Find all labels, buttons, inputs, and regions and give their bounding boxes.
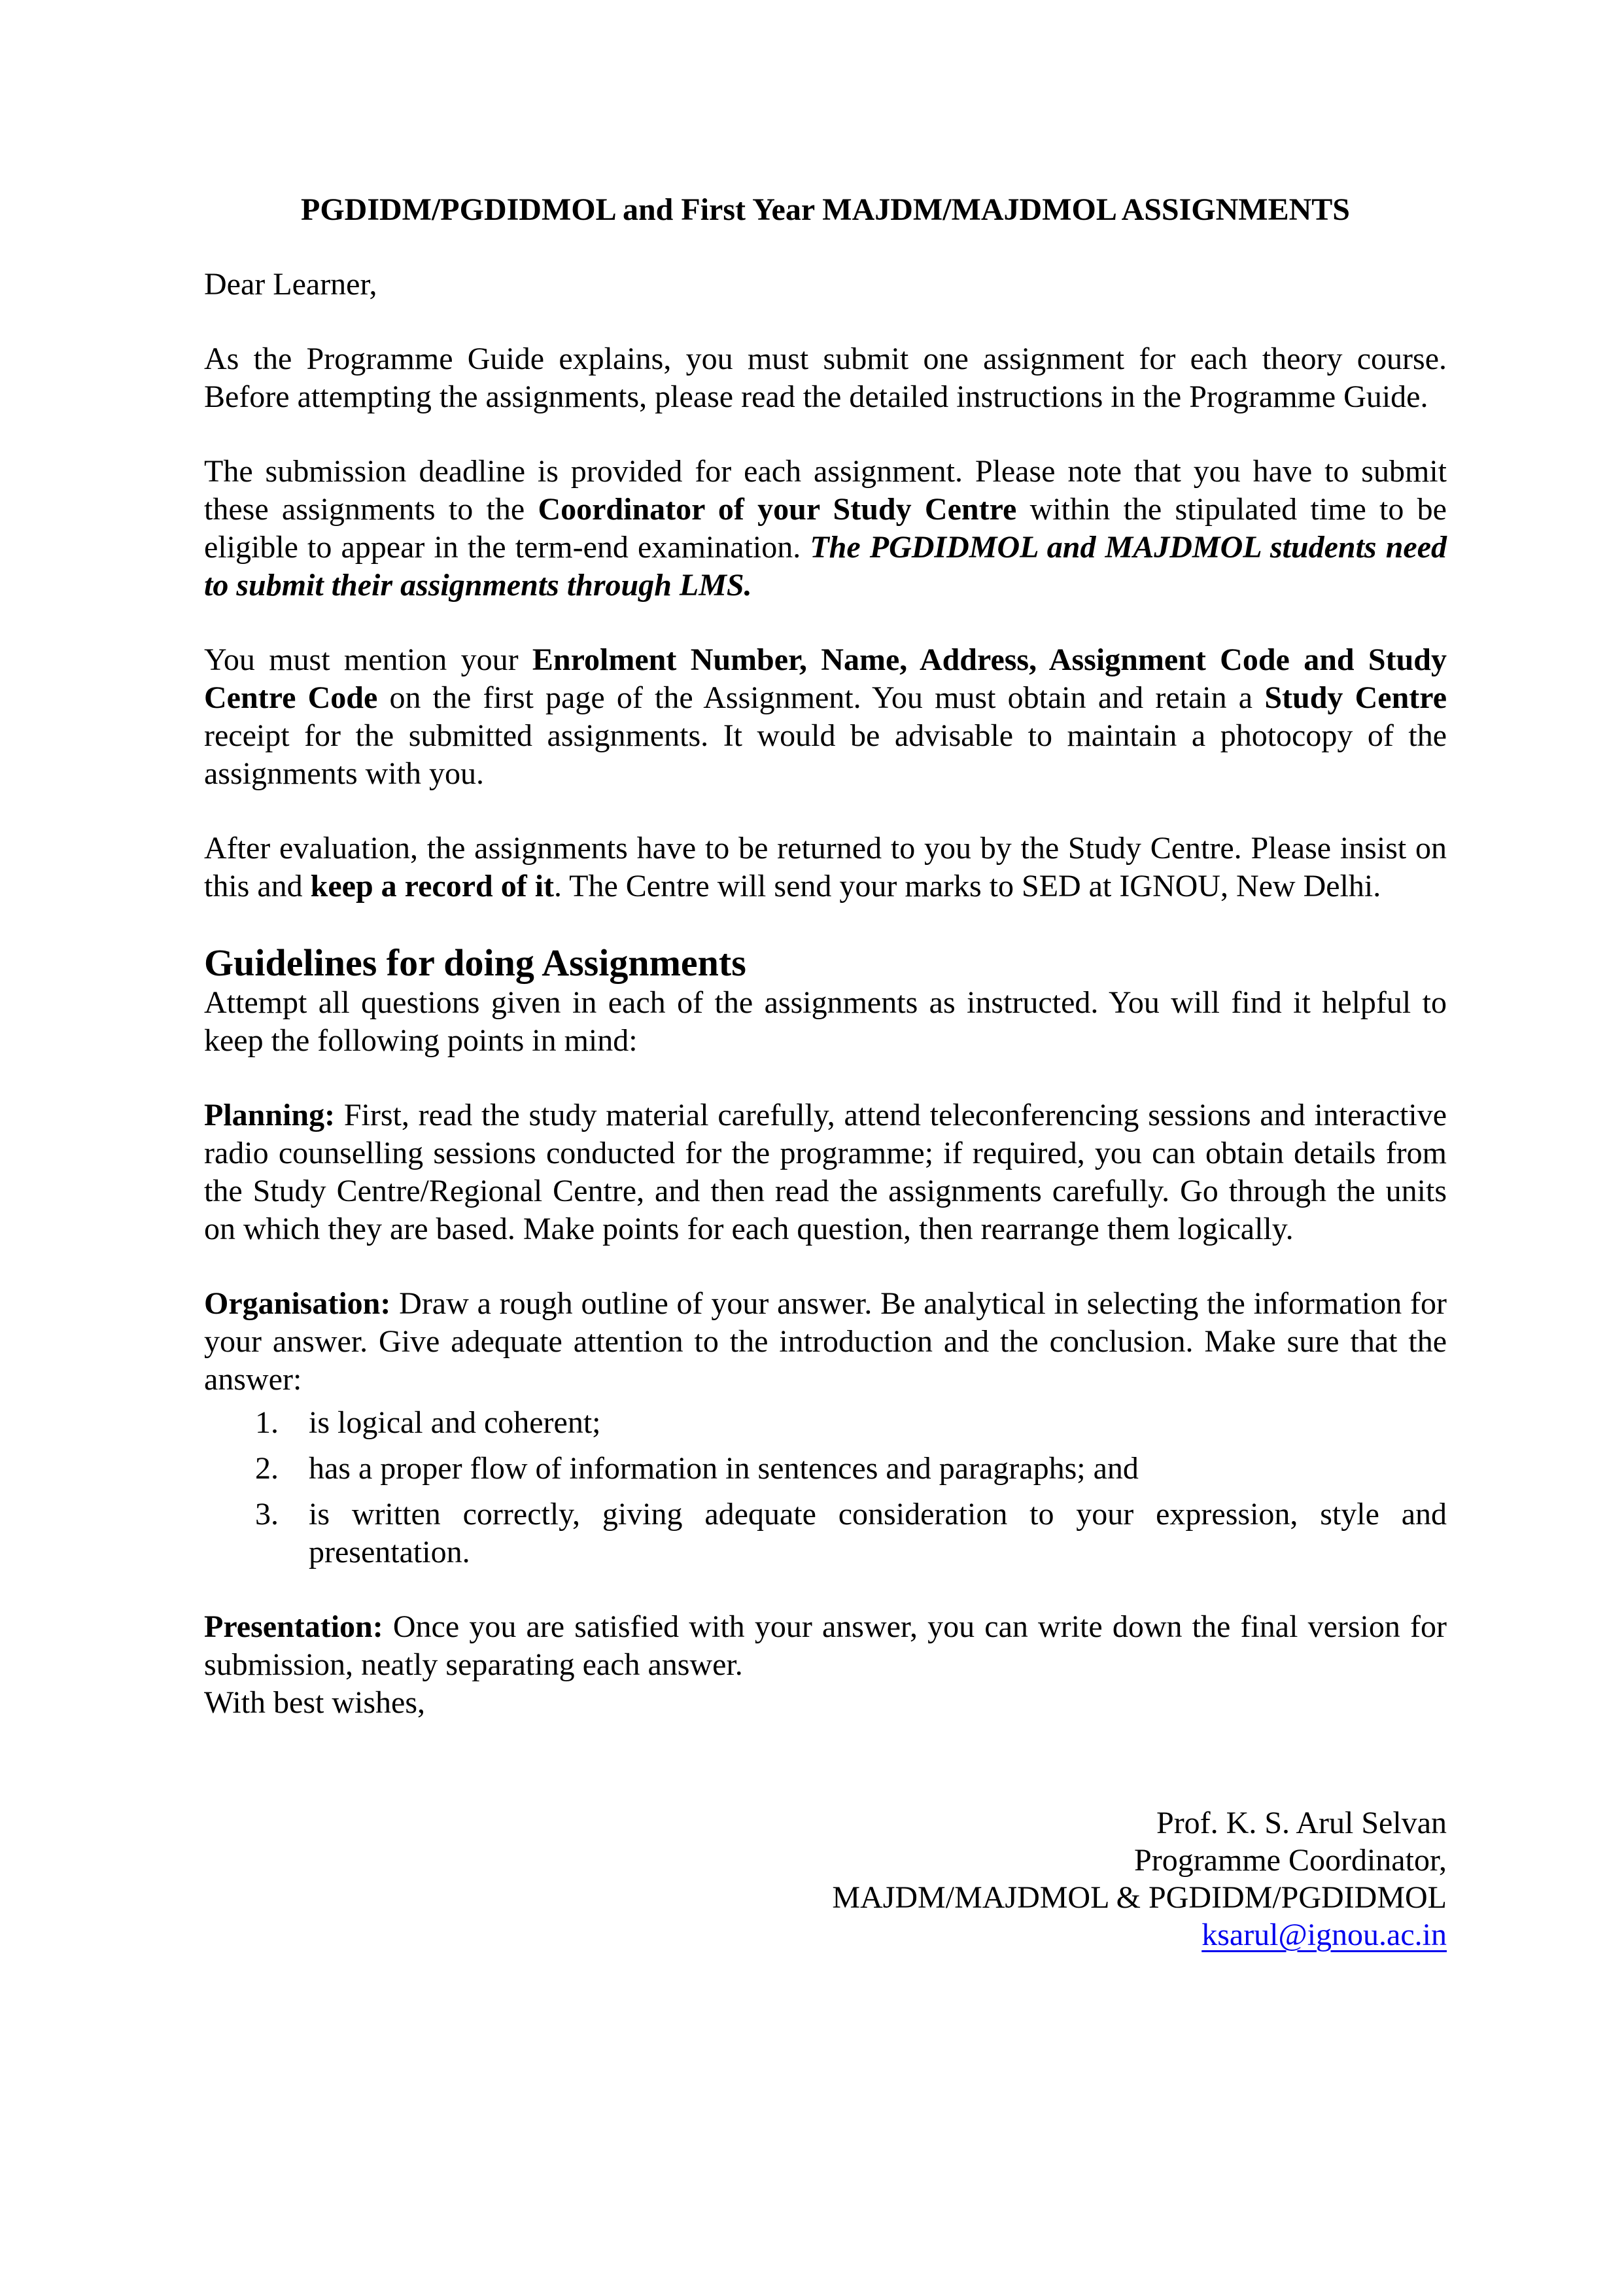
signature-block: [204, 1804, 1447, 1953]
deadline-bold-italic-phrase: The PGDIDMOL and MAJDMOL students need to submit their assignments through LMS.: [204, 530, 1447, 603]
signatory-programmes: MAJDM/MAJDMOL & PGDIDM/PGDIDMOL: [832, 1880, 1447, 1915]
letter-body: [204, 191, 1447, 1953]
enrolment-text-2: on the first page of the Assignment. You must obtain and retain a: [377, 680, 1265, 715]
evaluation-paragraph: [204, 830, 1447, 905]
evaluation-bold-phrase: keep a record of it: [310, 869, 555, 903]
guidelines-intro: [204, 984, 1447, 1060]
organisation-label: Organisation:: [204, 1286, 391, 1321]
enrolment-paragraph: [204, 641, 1447, 793]
enrolment-text-3: receipt for the submitted assignments. It would be advisable to maintain a photocopy of the assignments with you.: [204, 718, 1447, 791]
planning-label: Planning:: [204, 1098, 336, 1132]
evaluation-text-1: After evaluation, the assignments have to be returned to you by the Study Centre. Please insist on this and: [204, 831, 1447, 903]
list-item: has a proper flow of information in sentences and paragraphs; and: [309, 1451, 1139, 1486]
planning-paragraph: [204, 1096, 1447, 1248]
deadline-text-1: The submission deadline is provided for each assignment. Please note that you have to submit these assignments to the: [204, 454, 1447, 527]
deadline-text-2: within the stipulated time to be eligible to appear in the term-end examination.: [204, 492, 1447, 565]
presentation-text: Once you are satisfied with your answer, you can write down the final version for submission, neatly separating each answer.: [204, 1609, 1447, 1682]
document-title: PGDIDM/PGDIDMOL and First Year MAJDM/MAJDMOL ASSIGNMENTS: [301, 192, 1350, 227]
enrolment-text-1: You must mention your: [204, 642, 532, 677]
signatory-name: Prof. K. S. Arul Selvan: [1156, 1806, 1447, 1840]
signature-email-row: [204, 1916, 1447, 1953]
intro-text: As the Programme Guide explains, you must submit one assignment for each theory course. Before attempting the assignments, please read the detailed instructions in the Programme Guide.: [204, 342, 1447, 414]
signatory-role: Programme Coordinator,: [1134, 1843, 1447, 1878]
deadline-bold-phrase: Coordinator of your Study Centre: [538, 492, 1017, 527]
presentation-paragraph: [204, 1608, 1447, 1684]
closing-line: With best wishes,: [204, 1685, 426, 1720]
deadline-paragraph: [204, 453, 1447, 604]
guidelines-heading: Guidelines for doing Assignments: [204, 941, 746, 984]
email-link[interactable]: ksarul@ignou.ac.in: [1201, 1918, 1447, 1952]
enrolment-bold-phrase-1: Enrolment Number, Name, Address, Assignment Code and Study Centre Code: [204, 642, 1447, 715]
organisation-paragraph: [204, 1285, 1447, 1399]
guidelines-intro-text: Attempt all questions given in each of the assignments as instructed. You will find it helpful to keep the following points in mind:: [204, 985, 1447, 1058]
list-item: is written correctly, giving adequate consideration to your expression, style and presentation.: [309, 1497, 1447, 1569]
list-item: is logical and coherent;: [309, 1405, 601, 1440]
answer-criteria-list: [204, 1404, 1447, 1571]
organisation-text: Draw a rough outline of your answer. Be analytical in selecting the information for your answer. Give adequate attention to the introduction and the conclusion. Make sure that the answer:: [204, 1286, 1447, 1397]
salutation: Dear Learner,: [204, 267, 377, 302]
planning-text: First, read the study material carefully, attend teleconferencing sessions and interactive radio counselling sessions conducted for the programme; if required, you can obtain details from the Study Centre/Regional Centre, and then read the assignments carefully. Go through the units on which they are based. Make points for each question, then rearrange them logically.: [204, 1098, 1447, 1246]
presentation-label: Presentation:: [204, 1609, 383, 1644]
evaluation-text-2: . The Centre will send your marks to SED at IGNOU, New Delhi.: [554, 869, 1381, 903]
intro-paragraph: [204, 340, 1447, 416]
enrolment-bold-phrase-2: Study Centre: [1264, 680, 1447, 715]
